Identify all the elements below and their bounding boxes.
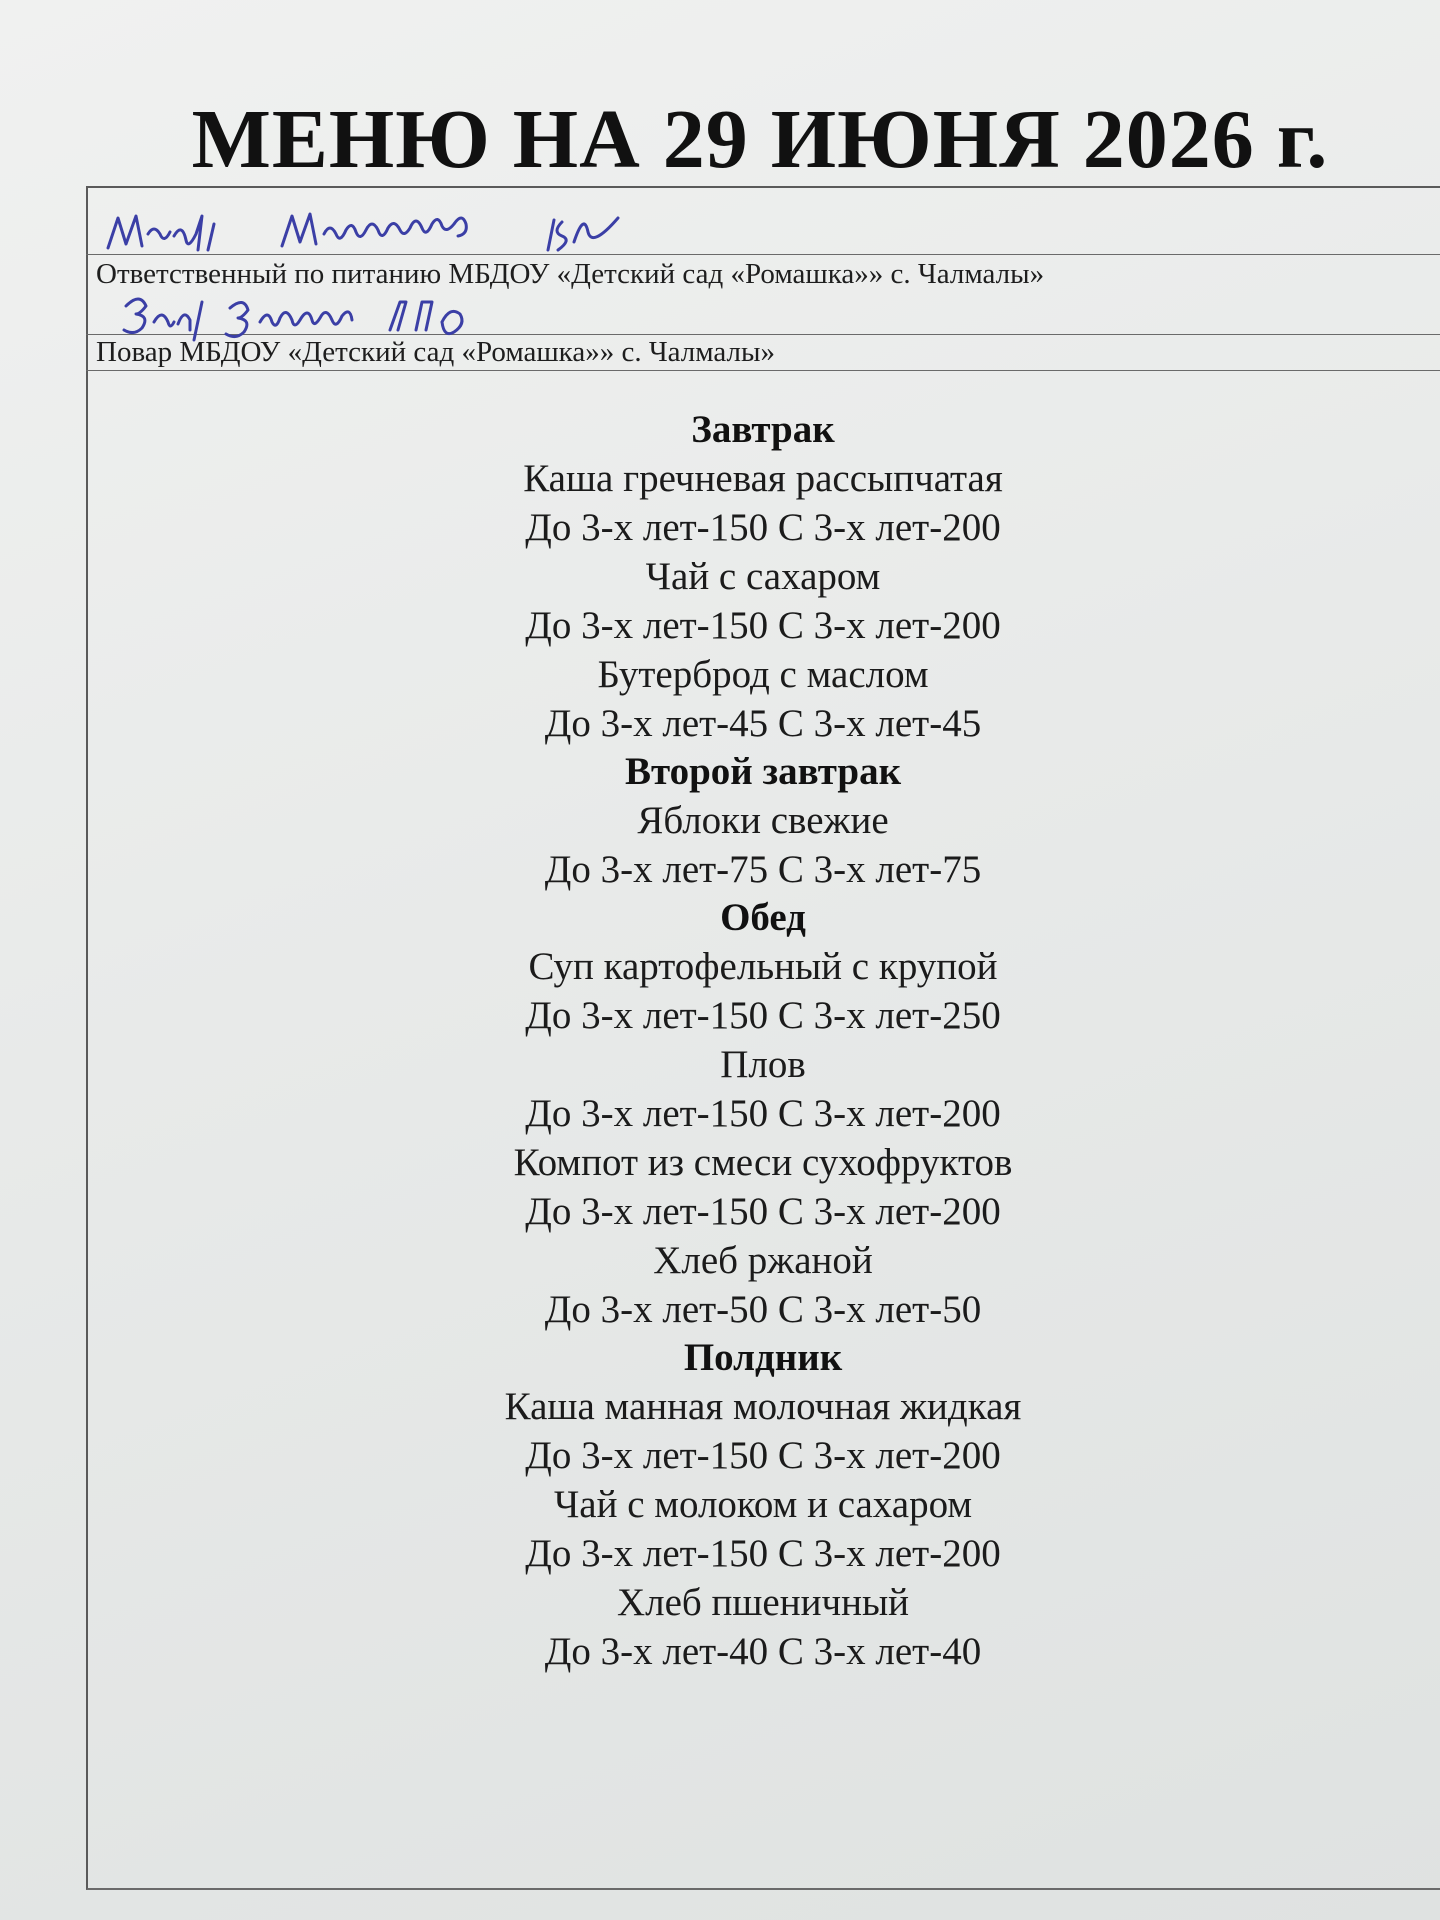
dish-name: Хлеб пшеничный — [616, 1581, 910, 1624]
portion-size: До 3-х лет-150 С 3-х лет-200 — [525, 604, 1001, 647]
dish-name: Яблоки свежие — [637, 799, 889, 842]
dish-name: Каша манная молочная жидкая — [504, 1385, 1022, 1428]
menu-list — [86, 406, 1440, 1676]
portion-size: До 3-х лет-50 С 3-х лет-50 — [544, 1288, 982, 1331]
dish-name: Чай с молоком и сахаром — [553, 1483, 973, 1526]
dish-name: Суп картофельный с крупой — [528, 945, 998, 988]
handwritten-signature-1 — [104, 196, 724, 266]
portion-size: До 3-х лет-150 С 3-х лет-200 — [525, 1190, 1001, 1233]
meal-section-second-breakfast — [86, 748, 1440, 894]
portion-size: До 3-х лет-45 С 3-х лет-45 — [544, 702, 982, 745]
portion-size: До 3-х лет-150 С 3-х лет-200 — [525, 1434, 1001, 1477]
dish-name: Плов — [720, 1043, 806, 1086]
signature-block-divider — [86, 370, 1440, 371]
dish-name: Каша гречневая рассыпчатая — [523, 457, 1003, 500]
signature-caption-responsible: Ответственный по питанию МБДОУ «Детский сад «Ромашка»» с. Чалмалы» — [96, 258, 1045, 290]
dish-name: Компот из смеси сухофруктов — [513, 1141, 1013, 1184]
portion-size: До 3-х лет-40 С 3-х лет-40 — [544, 1630, 982, 1673]
portion-size: До 3-х лет-150 С 3-х лет-200 — [525, 506, 1001, 549]
portion-size: До 3-х лет-150 С 3-х лет-250 — [525, 994, 1001, 1037]
page-title: МЕНЮ НА 29 ИЮНЯ 2026 г. — [191, 93, 1329, 186]
meal-heading: Второй завтрак — [624, 750, 902, 793]
meal-section-breakfast — [86, 406, 1440, 748]
dish-name: Хлеб ржаной — [653, 1239, 873, 1282]
portion-size: До 3-х лет-150 С 3-х лет-200 — [525, 1532, 1001, 1575]
meal-section-lunch — [86, 894, 1440, 1334]
signature-caption-cook: Повар МБДОУ «Детский сад «Ромашка»» с. Чалмалы» — [96, 336, 776, 368]
portion-size: До 3-х лет-75 С 3-х лет-75 — [544, 848, 982, 891]
meal-heading: Полдник — [683, 1336, 843, 1379]
portion-size: До 3-х лет-150 С 3-х лет-200 — [525, 1092, 1001, 1135]
meal-heading: Завтрак — [691, 408, 835, 451]
dish-name: Бутерброд с маслом — [597, 653, 929, 696]
meal-heading: Обед — [720, 896, 806, 939]
signature-1-drawing — [104, 196, 724, 266]
meal-section-afternoon-snack — [86, 1334, 1440, 1676]
dish-name: Чай с сахаром — [645, 555, 881, 598]
